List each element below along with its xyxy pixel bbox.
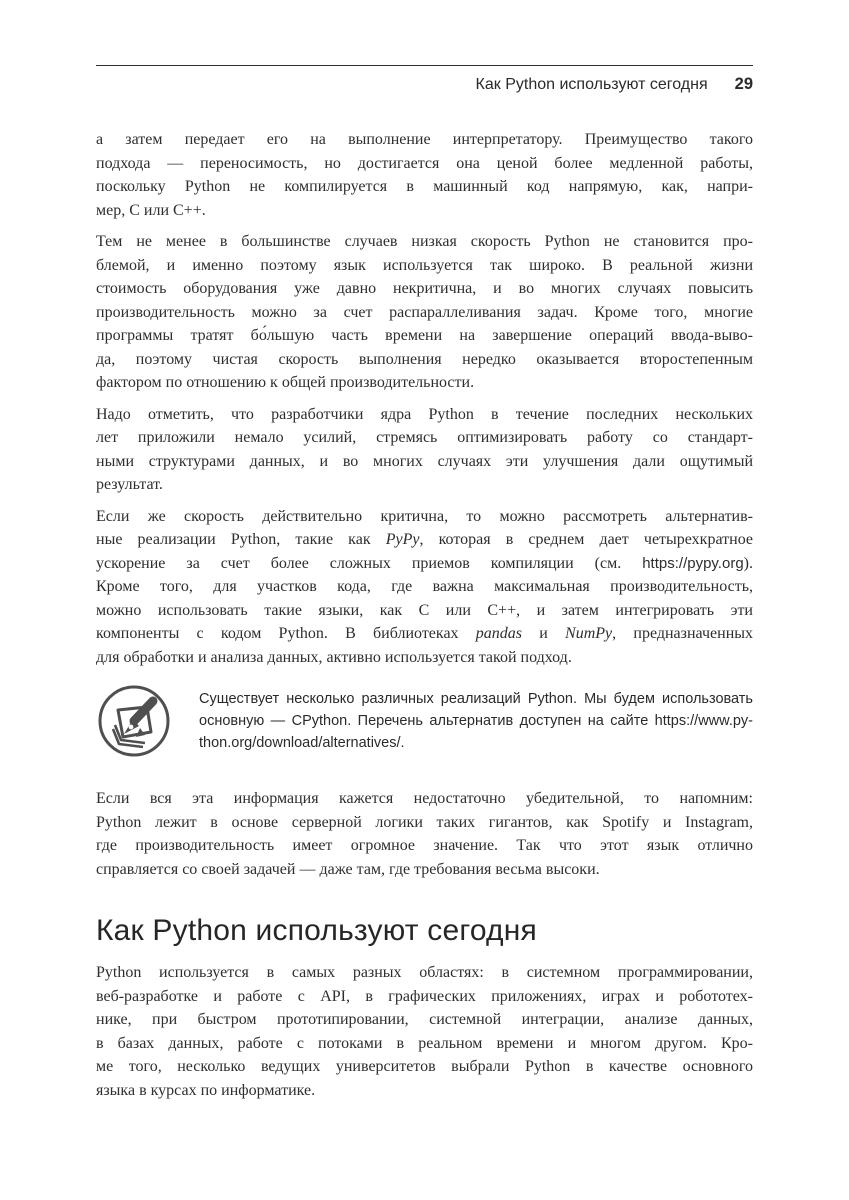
text-line: Тем не менее в большинстве случаев низкая скорость Python не становится про-	[96, 233, 753, 250]
text-line: Если же скорость действительно критична, то можно рассмотреть альтернатив-	[96, 507, 753, 525]
text-line: ными структурами данных, и во многих случаях эти улучшения дали ощутимый	[96, 452, 753, 470]
text-line: ме того, несколько ведущих университетов выбрали Python в качестве основного	[96, 1058, 753, 1075]
paragraph	[96, 505, 753, 670]
note-box	[96, 683, 753, 759]
text-line: Python лежит в основе серверной логики таких гигантов, как Spotify и Instagram,	[96, 813, 753, 831]
running-header-title: Как Python используют сегодня	[475, 76, 708, 93]
text-line: подхода — переносимость, но достигается она ценой более медленной работы,	[96, 154, 753, 172]
text-line: языка в курсах по информатике.	[96, 1081, 316, 1099]
text-line: ускорение за счет более сложных приемов компиляции (см. https://pypy.org).	[96, 554, 753, 572]
paragraph	[96, 787, 753, 881]
text-line: основную — CPython. Перечень альтернатив доступен на сайте https://www.py-	[199, 713, 753, 729]
text-line: Если вся эта информация кажется недостаточно убедительной, то напомним:	[96, 790, 753, 807]
text-line: ные реализации Python, такие как PyPy, которая в среднем дает четырехкратное	[96, 531, 753, 548]
text-line: Надо отметить, что разработчики ядра Python в течение последних нескольких	[96, 405, 753, 423]
text-line: в базах данных, работе с потоками в реальном времени и многом другом. Кро-	[96, 1034, 753, 1052]
paragraph	[96, 230, 753, 395]
text-line: нике, при быстром прототипировании, системной интеграции, анализе данных,	[96, 1011, 753, 1028]
text-line: Python используется в самых разных областях: в системном программировании,	[96, 964, 753, 981]
text-line: Кроме того, для участков кода, где важна максимальная производительность,	[96, 578, 753, 595]
text-line: лет приложили немало усилий, стремясь оптимизировать работу со стандарт-	[96, 429, 753, 446]
paragraph	[96, 128, 753, 222]
text-line: веб-разработке и работе с API, в графических приложениях, играх и робототех-	[96, 987, 753, 1005]
running-header	[96, 75, 753, 94]
text-line: да, поэтому чистая скорость выполнения нередко оказывается второстепенным	[96, 350, 753, 368]
text-line: для обработки и анализа данных, активно используется такой подход.	[96, 648, 572, 666]
page-number: 29	[734, 75, 753, 93]
text-line: thon.org/download/alternatives/.	[199, 735, 405, 751]
text-line: стоимость оборудования уже давно некритична, и во многих случаях повысить	[96, 280, 753, 297]
text-line: программы тратят бо́льшую часть времени на завершение операций ввода-выво-	[96, 327, 753, 344]
text-line: можно использовать такие языки, как C или C++, и затем интегрировать эти	[96, 601, 753, 619]
page-content	[96, 65, 753, 1102]
text-line: справляется со своей задачей — даже там, где требования весьма высоки.	[96, 860, 600, 878]
header-rule	[96, 65, 753, 66]
text-line: а затем передает его на выполнение интерпретатору. Преимущество такого	[96, 131, 753, 148]
text-line: мер, C или C++.	[96, 201, 206, 219]
pen-writing-note-icon	[96, 683, 172, 759]
text-line: производительность можно за счет распараллеливания задач. Кроме того, многие	[96, 303, 753, 321]
section-heading: Как Python используют сегодня	[96, 914, 537, 947]
text-line: фактором по отношению к общей производительности.	[96, 374, 475, 391]
text-line: компоненты с кодом Python. В библиотеках pandas и NumPy, предназначенных	[96, 625, 754, 642]
text-line: блемой, и именно поэтому язык используется так широко. В реальной жизни	[96, 256, 753, 274]
text-line: где производительность имеет огромное значение. Так что этот язык отлично	[96, 837, 753, 854]
text-line: результат.	[96, 476, 163, 493]
text-line: поскольку Python не компилируется в машинный код напрямую, как, напри-	[96, 178, 753, 195]
text-line: Существует несколько различных реализаций Python. Мы будем использовать	[199, 691, 753, 707]
paragraph	[96, 403, 753, 497]
paragraph	[96, 961, 753, 1102]
note-text	[199, 683, 753, 754]
